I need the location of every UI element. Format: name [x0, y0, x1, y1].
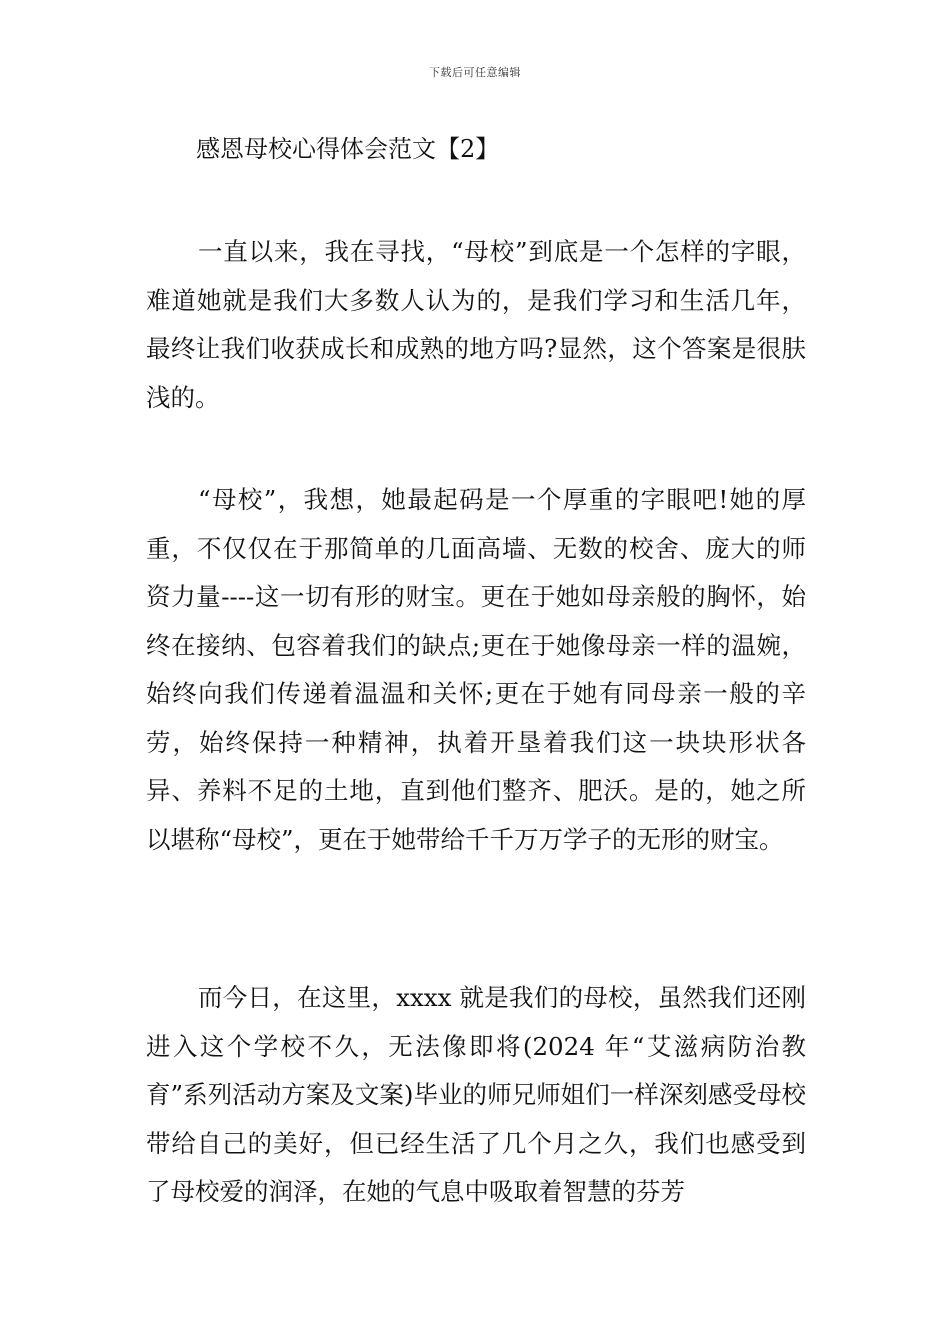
paragraph: “母校”，我想，她最起码是一个厚重的字眼吧!她的厚重，不仅仅在于那简单的几面高墙、无数的校舍、庞大的师资力量----这一切有形的财宝。更在于她如母亲般的胸怀，始终在接纳、包容着我们的缺点;更在于她像母亲一样的温婉，始终向我们传递着温温和关怀;更在于她有同母亲一般的辛劳，始终保持一种精神，执着开垦着我们这一块块形状各异、养料不足的土地，直到他们整齐、肥沃。是的，她之所以堪称“母校”，更在于她带给千千万万学子的无形的财宝。 — [146, 485, 806, 854]
document-title: 感恩母校心得体会范文【2】 — [196, 135, 500, 163]
header-note: 下载后可任意编辑 — [429, 66, 521, 79]
paragraph: 而今日，在这里，xxxx 就是我们的母校，虽然我们还刚进入这个学校不久，无法像即将(2024 年“艾滋病防治教育”系列活动方案及文案)毕业的师兄师姐们一样深刻感受母校带给自己的美好，但已经生活了几个月之久，我们也感受到了母校爱的润泽，在她的气息中吸取着智慧的芬芳 — [146, 983, 806, 1206]
paragraph: 一直以来，我在寻找，“母校”到底是一个怎样的字眼，难道她就是我们大多数人认为的，是我们学习和生活几年，最终让我们收获成长和成熟的地方吗?显然，这个答案是很肤浅的。 — [146, 237, 806, 412]
